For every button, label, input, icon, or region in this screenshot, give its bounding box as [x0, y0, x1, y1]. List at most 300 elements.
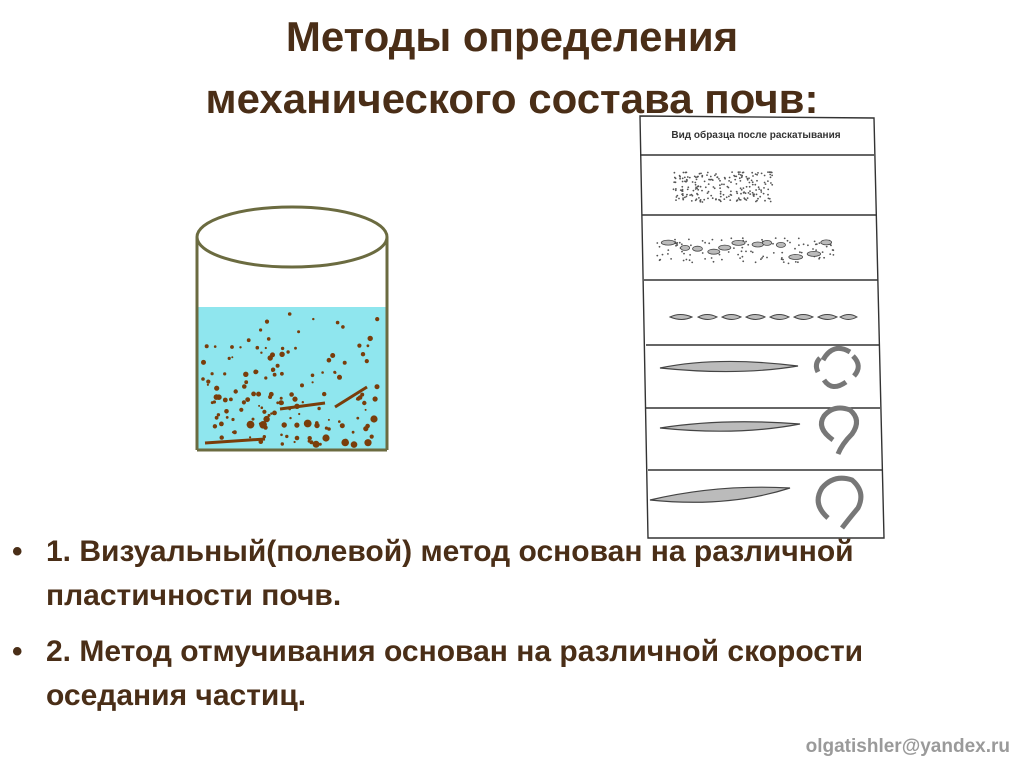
powder-grain — [683, 172, 685, 174]
crumb-grain — [781, 258, 783, 260]
soil-particle — [286, 350, 289, 353]
powder-grain — [686, 179, 688, 181]
powder-grain — [771, 184, 773, 186]
powder-grain — [699, 173, 701, 175]
powder-grain — [697, 176, 699, 178]
soil-particle — [280, 372, 284, 376]
powder-grain — [689, 194, 691, 196]
crumb-grain — [721, 239, 723, 241]
soil-particle — [352, 431, 355, 434]
powder-grain — [769, 171, 771, 173]
diagram-header: Вид образца после раскатывания — [671, 130, 841, 141]
crumb-grain — [788, 263, 790, 265]
powder-grain — [723, 194, 725, 196]
crumb-grain — [833, 254, 835, 256]
crumb-grain — [733, 247, 735, 249]
soil-particle — [285, 435, 288, 438]
soil-particle — [263, 416, 269, 422]
powder-grain — [682, 181, 684, 183]
powder-grain — [682, 199, 684, 201]
soil-particle — [311, 374, 315, 378]
powder-grain — [684, 180, 686, 182]
powder-grain — [697, 186, 699, 188]
powder-grain — [726, 196, 728, 198]
powder-grain — [719, 180, 721, 182]
powder-grain — [770, 182, 772, 184]
powder-grain — [707, 172, 709, 174]
powder-grain — [747, 197, 749, 199]
crumb-grain — [679, 242, 681, 244]
powder-grain — [673, 181, 675, 183]
method-list — [10, 530, 1010, 730]
soil-particle — [356, 417, 359, 420]
powder-grain — [687, 176, 689, 178]
powder-grain — [739, 171, 741, 173]
crumb-grain — [691, 262, 693, 264]
powder-grain — [736, 199, 738, 201]
powder-grain — [716, 176, 718, 178]
powder-grain — [724, 177, 726, 179]
powder-grain — [756, 200, 758, 202]
soil-particle — [226, 416, 229, 419]
powder-grain — [730, 190, 732, 192]
soil-particle — [333, 371, 336, 374]
soil-particle — [215, 416, 219, 420]
crumb-grain — [686, 259, 688, 261]
powder-grain — [729, 199, 731, 201]
soil-particle — [239, 346, 241, 348]
crumb-grain — [787, 240, 789, 242]
powder-grain — [748, 177, 750, 179]
crumb-grain — [822, 251, 824, 253]
powder-grain — [698, 197, 700, 199]
powder-grain — [675, 178, 677, 180]
crumb-grain — [814, 241, 816, 243]
powder-grain — [754, 184, 756, 186]
crumb-grain — [745, 251, 747, 253]
crumb-grain — [659, 259, 661, 261]
soil-particle — [259, 328, 262, 331]
crumb-grain — [803, 243, 805, 245]
crumb-grain — [829, 253, 831, 255]
powder-grain — [730, 181, 732, 183]
soil-particle — [365, 409, 367, 411]
soil-particle — [252, 418, 255, 421]
powder-grain — [695, 184, 697, 186]
powder-grain — [718, 199, 720, 201]
soil-particle — [256, 392, 261, 397]
soil-particle — [270, 412, 272, 414]
powder-grain — [739, 177, 741, 179]
soil-particle — [264, 376, 267, 379]
soil-particle — [244, 380, 248, 384]
soil-particle — [201, 360, 206, 365]
powder-grain — [769, 174, 771, 176]
soil-particle — [243, 372, 248, 377]
soil-particle — [207, 384, 209, 386]
crumb-grain — [741, 247, 743, 249]
title-line-1: Методы определения — [285, 13, 739, 60]
soil-particle — [362, 401, 366, 405]
crumb-grain — [741, 250, 743, 252]
powder-grain — [734, 175, 736, 177]
powder-grain — [767, 171, 769, 173]
powder-grain — [752, 175, 754, 177]
soil-particle — [313, 441, 320, 448]
sedimentation-beaker-illustration — [185, 195, 395, 460]
powder-grain — [675, 199, 677, 201]
soil-particle — [247, 421, 255, 429]
powder-grain — [720, 193, 722, 195]
crumb-grain — [681, 251, 683, 253]
crumb-grain — [659, 246, 661, 248]
soil-particle — [247, 338, 251, 342]
powder-grain — [749, 182, 751, 184]
crumb-grain — [742, 260, 744, 262]
crumb-grain — [789, 242, 791, 244]
powder-grain — [710, 195, 712, 197]
crumb-grain — [812, 248, 814, 250]
soil-crumb — [732, 240, 745, 245]
crumb-grain — [826, 246, 828, 248]
crumb-grain — [712, 239, 714, 241]
powder-grain — [694, 182, 696, 184]
soil-particle — [368, 336, 373, 341]
powder-grain — [764, 200, 766, 202]
soil-particle — [370, 415, 377, 422]
powder-grain — [697, 189, 699, 191]
soil-particle — [201, 377, 205, 381]
powder-grain — [708, 183, 710, 185]
powder-grain — [685, 172, 687, 174]
soil-particle — [223, 398, 228, 403]
soil-particle — [267, 337, 271, 341]
powder-grain — [742, 172, 744, 174]
soil-particle — [261, 406, 264, 409]
crumb-grain — [739, 257, 741, 259]
powder-grain — [767, 194, 769, 196]
crumb-grain — [683, 253, 685, 255]
crumb-grain — [745, 241, 747, 243]
crumb-grain — [681, 243, 683, 245]
soil-particle — [312, 381, 314, 383]
soil-particle — [365, 359, 369, 363]
powder-grain — [764, 175, 766, 177]
powder-grain — [741, 189, 743, 191]
powder-grain — [681, 186, 683, 188]
crumb-grain — [781, 252, 783, 254]
powder-grain — [707, 198, 709, 200]
soil-particle — [260, 352, 262, 354]
crumb-grain — [713, 261, 715, 263]
crumb-grain — [702, 240, 704, 242]
soil-particle — [356, 398, 358, 400]
powder-grain — [758, 188, 760, 190]
soil-particle — [206, 380, 210, 384]
crumb-grain — [656, 255, 658, 257]
crumb-grain — [670, 258, 672, 260]
soil-particle — [258, 405, 260, 407]
powder-grain — [740, 180, 742, 182]
powder-grain — [730, 194, 732, 196]
powder-grain — [691, 200, 693, 202]
soil-crumb — [661, 240, 675, 245]
method-text: 1. Визуальный(полевой) метод основан на различной пластичности почв. — [46, 535, 854, 612]
soil-particle — [289, 417, 291, 419]
powder-grain — [721, 183, 723, 185]
soil-particle — [373, 396, 378, 401]
water-fill — [197, 307, 387, 449]
powder-grain — [678, 198, 680, 200]
soil-particle — [271, 370, 273, 372]
soil-particle — [375, 317, 379, 321]
soil-crumb — [776, 242, 785, 247]
soil-particle — [228, 357, 231, 360]
powder-grain — [738, 197, 740, 199]
soil-particle — [214, 394, 220, 400]
beaker-rim — [197, 207, 387, 267]
powder-grain — [700, 186, 702, 188]
powder-grain — [770, 176, 772, 178]
soil-particle — [304, 420, 312, 428]
sample-powder — [673, 171, 774, 203]
powder-grain — [746, 178, 748, 180]
crumb-grain — [752, 251, 754, 253]
soil-particle — [338, 420, 341, 423]
powder-grain — [696, 198, 698, 200]
soil-crumb — [763, 240, 772, 245]
crumb-grain — [755, 261, 757, 263]
crumb-grain — [819, 242, 821, 244]
powder-grain — [693, 190, 695, 192]
crumb-grain — [721, 259, 723, 261]
powder-grain — [728, 196, 730, 198]
soil-particle — [233, 430, 237, 434]
powder-grain — [736, 183, 738, 185]
crumb-grain — [667, 253, 669, 255]
powder-grain — [681, 190, 683, 192]
soil-particle — [276, 401, 279, 404]
soil-particle — [327, 358, 332, 363]
soil-particle — [224, 409, 229, 414]
soil-particle — [259, 423, 261, 425]
powder-grain — [741, 175, 743, 177]
powder-grain — [751, 172, 753, 174]
powder-grain — [760, 189, 762, 191]
soil-particle — [288, 312, 292, 316]
crumb-grain — [730, 237, 732, 239]
soil-particle — [302, 401, 304, 403]
powder-grain — [756, 180, 758, 182]
crumb-grain — [823, 257, 825, 259]
powder-grain — [740, 193, 742, 195]
soil-crumb — [681, 245, 690, 250]
powder-grain — [745, 176, 747, 178]
powder-grain — [771, 172, 773, 174]
soil-particle — [272, 411, 277, 416]
powder-grain — [684, 197, 686, 199]
powder-grain — [704, 181, 706, 183]
powder-grain — [686, 196, 688, 198]
powder-grain — [689, 177, 691, 179]
powder-grain — [720, 201, 722, 203]
powder-grain — [751, 180, 753, 182]
soil-particle — [325, 427, 328, 430]
crumb-grain — [799, 251, 801, 253]
soil-particle — [242, 384, 247, 389]
crumb-grain — [783, 261, 785, 263]
crumb-grain — [690, 244, 692, 246]
soil-particle — [294, 423, 299, 428]
soil-particle — [295, 436, 300, 441]
powder-grain — [752, 184, 754, 186]
soil-particle — [245, 397, 250, 402]
powder-grain — [682, 178, 684, 180]
soil-particle — [300, 383, 304, 387]
powder-grain — [684, 177, 686, 179]
powder-grain — [731, 171, 733, 173]
powder-grain — [700, 173, 702, 175]
powder-grain — [763, 193, 765, 195]
powder-grain — [712, 179, 714, 181]
powder-grain — [759, 196, 761, 198]
powder-grain — [675, 189, 677, 191]
sample-segmented-cord — [670, 315, 857, 320]
crumb-grain — [662, 254, 664, 256]
soil-particle — [229, 398, 233, 402]
title-line-2: механического состава почв: — [205, 75, 819, 122]
powder-grain — [719, 184, 721, 186]
powder-grain — [764, 182, 766, 184]
soil-particle — [268, 355, 273, 360]
rolling-test-diagram — [628, 110, 890, 540]
soil-particle — [294, 441, 296, 443]
soil-particle — [308, 436, 312, 440]
crumb-grain — [795, 261, 797, 263]
powder-grain — [723, 184, 725, 186]
soil-particle — [231, 356, 233, 358]
soil-crumb — [807, 251, 820, 256]
soil-particle — [365, 424, 370, 429]
powder-grain — [714, 187, 716, 189]
powder-grain — [719, 187, 721, 189]
soil-particle — [213, 400, 216, 403]
powder-grain — [723, 198, 725, 200]
soil-crumb — [789, 255, 803, 260]
soil-particle — [256, 346, 260, 350]
soil-particle — [343, 361, 347, 365]
crumb-grain — [766, 257, 768, 259]
soil-particle — [213, 424, 217, 428]
soil-particle — [214, 386, 219, 391]
powder-grain — [755, 173, 757, 175]
soil-particle — [375, 384, 380, 389]
soil-particle — [234, 389, 238, 393]
powder-grain — [701, 190, 703, 192]
powder-grain — [715, 173, 717, 175]
soil-particle — [214, 345, 217, 348]
crumb-grain — [761, 257, 763, 259]
soil-particle — [281, 347, 284, 350]
crumb-grain — [708, 242, 710, 244]
soil-particle — [292, 397, 297, 402]
powder-grain — [761, 173, 763, 175]
soil-particle — [265, 347, 267, 349]
powder-grain — [736, 191, 738, 193]
powder-grain — [708, 191, 710, 193]
soil-particle — [322, 434, 329, 441]
crumb-grain — [704, 258, 706, 260]
powder-grain — [713, 186, 715, 188]
crumb-grain — [675, 245, 677, 247]
soil-crumb — [693, 246, 703, 251]
powder-grain — [753, 193, 755, 195]
powder-grain — [736, 192, 738, 194]
soil-particle — [269, 392, 274, 397]
method-item-visual — [10, 530, 1010, 618]
powder-grain — [757, 172, 759, 174]
crumb-grain — [674, 239, 676, 241]
crumb-grain — [689, 259, 691, 261]
soil-particle — [322, 392, 326, 396]
powder-grain — [767, 180, 769, 182]
powder-grain — [748, 192, 750, 194]
soil-particle — [341, 439, 349, 447]
soil-particle — [230, 345, 234, 349]
crumb-grain — [775, 237, 777, 239]
powder-grain — [679, 175, 681, 177]
soil-particle — [280, 397, 283, 400]
bullet-marker: • — [12, 635, 23, 668]
powder-grain — [706, 174, 708, 176]
crumb-grain — [815, 249, 817, 251]
powder-grain — [705, 186, 707, 188]
sample-crumbs — [656, 237, 834, 264]
powder-grain — [710, 176, 712, 178]
crumb-grain — [819, 257, 821, 259]
powder-grain — [749, 186, 751, 188]
soil-particle — [370, 435, 374, 439]
crumb-grain — [761, 239, 763, 241]
powder-grain — [696, 179, 698, 181]
powder-grain — [709, 179, 711, 181]
powder-grain — [681, 193, 683, 195]
soil-particle — [231, 418, 234, 421]
crumb-grain — [772, 243, 774, 245]
soil-particle — [351, 441, 358, 448]
powder-grain — [727, 186, 729, 188]
crumb-grain — [762, 256, 764, 258]
soil-particle — [276, 364, 280, 368]
powder-grain — [692, 181, 694, 183]
crumb-grain — [711, 257, 713, 259]
method-item-elutriation — [10, 630, 1010, 718]
powder-grain — [752, 192, 754, 194]
crumb-grain — [683, 260, 685, 262]
soil-particle — [330, 353, 335, 358]
soil-particle — [361, 352, 365, 356]
powder-grain — [674, 172, 676, 174]
soil-crumb — [752, 242, 763, 247]
crumb-grain — [815, 244, 817, 246]
soil-particle — [328, 419, 330, 421]
powder-grain — [695, 186, 697, 188]
powder-grain — [687, 189, 689, 191]
crumb-grain — [737, 254, 739, 256]
powder-grain — [743, 187, 745, 189]
powder-grain — [771, 175, 773, 177]
soil-particle — [205, 344, 209, 348]
